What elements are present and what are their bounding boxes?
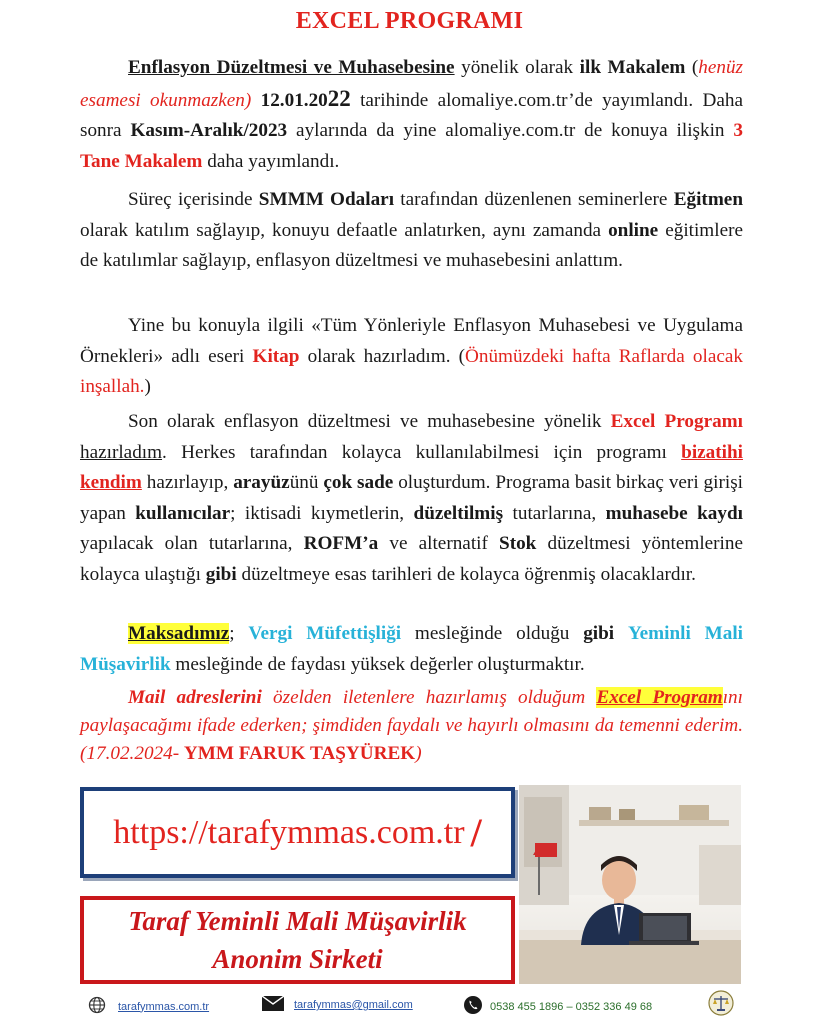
stock-word: Stok <box>499 533 537 554</box>
text <box>614 623 628 644</box>
text: düzeltmesi yöntemlerine kolayca ulaştığı <box>80 533 744 585</box>
book-word: Kitap <box>252 345 300 367</box>
text: Son olarak enflasyon düzeltmesi ve muhasebesine yönelik <box>128 411 611 432</box>
paragraph-closing <box>80 684 743 768</box>
text: Yine bu konuyla ilgili «Tüm Yönleriyle Enflasyon Muhasebesi ve Uygulama Örnekleri» adlı eseri <box>80 315 743 367</box>
text: yönelik olarak <box>454 57 580 78</box>
text: ) <box>415 743 422 764</box>
text: olarak katılım sağlayıp, konuyu defaatle anlatırken, aynı zamanda <box>80 219 609 241</box>
website-url[interactable]: https://tarafymmas.com.tr <box>113 813 465 851</box>
scales-logo-icon <box>708 990 734 1016</box>
text: . Herkes tarafından kolayca kullanılabilmesi için programı <box>162 441 682 463</box>
text: ve alternatif <box>378 533 500 554</box>
text: yapılacak olan tutarlarına, <box>80 533 304 554</box>
publish-date: 12.01.20 <box>260 89 328 111</box>
book-release-note: Önümüzdeki hafta Raflarda olacak inşallah. <box>80 345 743 397</box>
text: özelden iletenlere hazırlamış olduğum <box>261 687 597 708</box>
rofm-word: ROFM’a <box>303 533 379 554</box>
text: düzeltmeye esas tarihleri de kolayca öğrenmiş olacaklardır. <box>236 563 696 585</box>
text: tarafından düzenlenen seminerlere <box>394 189 674 210</box>
adjusted-word: düzeltilmiş <box>413 502 504 524</box>
page-title: EXCEL PROGRAMI <box>295 8 524 34</box>
firm-name-box <box>80 896 515 984</box>
text: mesleğinde olduğu <box>401 623 584 644</box>
tax-inspector-profession: Vergi Müfettişliği <box>248 623 402 644</box>
self-made: bizatihi kendim <box>80 441 743 493</box>
trainer-word: Eğitmen <box>673 189 743 210</box>
accounting-entry: muhasebe kaydı <box>605 502 743 524</box>
text: mesleğinde de faydası yüksek değerler oluşturmaktır. <box>170 653 585 675</box>
excel-program-highlight: Excel Program <box>596 687 723 708</box>
firm-name-line1: Taraf Yeminli Mali Müşavirlik <box>128 906 467 936</box>
website-banner[interactable] <box>80 787 515 878</box>
firm-name-line2: Anonim Sirketi <box>212 944 383 974</box>
smmm-chambers: SMMM Odaları <box>258 189 395 210</box>
footer-contact-bar <box>80 988 740 1018</box>
as-well-word: gibi <box>205 563 237 585</box>
text: oluşturdum. Programa basit birkaç veri girişi yapan <box>80 472 743 524</box>
text: ) <box>144 376 151 397</box>
ymm-profession: Yeminli Mali Müşavirlik <box>80 623 743 675</box>
text: olarak hazırladım. ( <box>299 345 466 367</box>
text: ; iktisadi kıymetlerin, <box>230 502 414 524</box>
text: aylarında da yine alomaliye.com.tr de konuya ilişkin <box>287 120 734 141</box>
signature: YMM FARUK TAŞYÜREK <box>183 743 416 764</box>
goal-word: Maksadımız <box>128 623 230 644</box>
text: ını paylaşacağımı ifade ederken; şimdiden faydalı ve hayırlı olmasını da temenni ederim. (17.02.2024- <box>80 687 743 764</box>
website-link[interactable]: tarafymmas.com.tr <box>118 1000 210 1013</box>
article-count: 3 Tane Makalem <box>80 120 743 172</box>
paragraph-goal <box>80 619 743 680</box>
phone-icon <box>464 996 482 1017</box>
date-range: Kasım-Aralık/2023 <box>130 120 288 141</box>
as-well-word: gibi <box>583 623 615 644</box>
text: tarihinde alomaliye.com.tr’de yayımlandı. Daha sonra <box>80 89 744 141</box>
url-slash: / <box>470 810 482 855</box>
paragraph-articles <box>80 53 743 177</box>
footer-phone[interactable] <box>464 996 652 1017</box>
text: ünü <box>289 472 324 493</box>
paragraph-book <box>80 311 743 403</box>
office-photo-illustration <box>519 785 741 984</box>
globe-icon <box>88 996 106 1017</box>
paragraph-seminars <box>80 185 743 277</box>
footer-email[interactable] <box>262 996 413 1014</box>
office-photo <box>519 785 741 984</box>
paragraph-excel <box>80 407 743 590</box>
mail-addresses: Mail adreslerini <box>128 687 262 708</box>
publish-date-year: 22 <box>327 85 351 111</box>
prepared-word: hazırladım <box>80 441 163 463</box>
phone-numbers: 0538 455 1896 – 0352 336 49 68 <box>490 1000 653 1013</box>
envelope-icon <box>262 996 284 1014</box>
users-word: kullanıcılar <box>135 502 231 524</box>
online-word: online <box>608 219 659 241</box>
email-link[interactable]: tarafymmas@gmail.com <box>294 999 413 1011</box>
aside-note: henüz esamesi okunmazken) <box>80 57 744 111</box>
text: ( <box>685 57 699 78</box>
text: daha yayımlandı. <box>202 150 340 172</box>
footer-website[interactable] <box>88 996 209 1017</box>
text: eğitimlere de katılımlar sağlayıp, enflasyon düzeltmesi ve muhasebesini anlattım. <box>80 219 743 271</box>
very-simple: çok sade <box>323 472 394 493</box>
interface-word: arayüz <box>233 472 290 493</box>
excel-program: Excel Programı <box>610 411 743 432</box>
text: tutarlarına, <box>503 502 606 524</box>
text: hazırlayıp, <box>141 472 234 493</box>
text: Süreç içerisinde <box>128 189 259 210</box>
topic-phrase: Enflasyon Düzeltmesi ve Muhasebesine <box>128 57 455 78</box>
text <box>251 90 260 111</box>
first-article: ilk Makalem <box>579 57 686 78</box>
text: ; <box>229 623 249 644</box>
